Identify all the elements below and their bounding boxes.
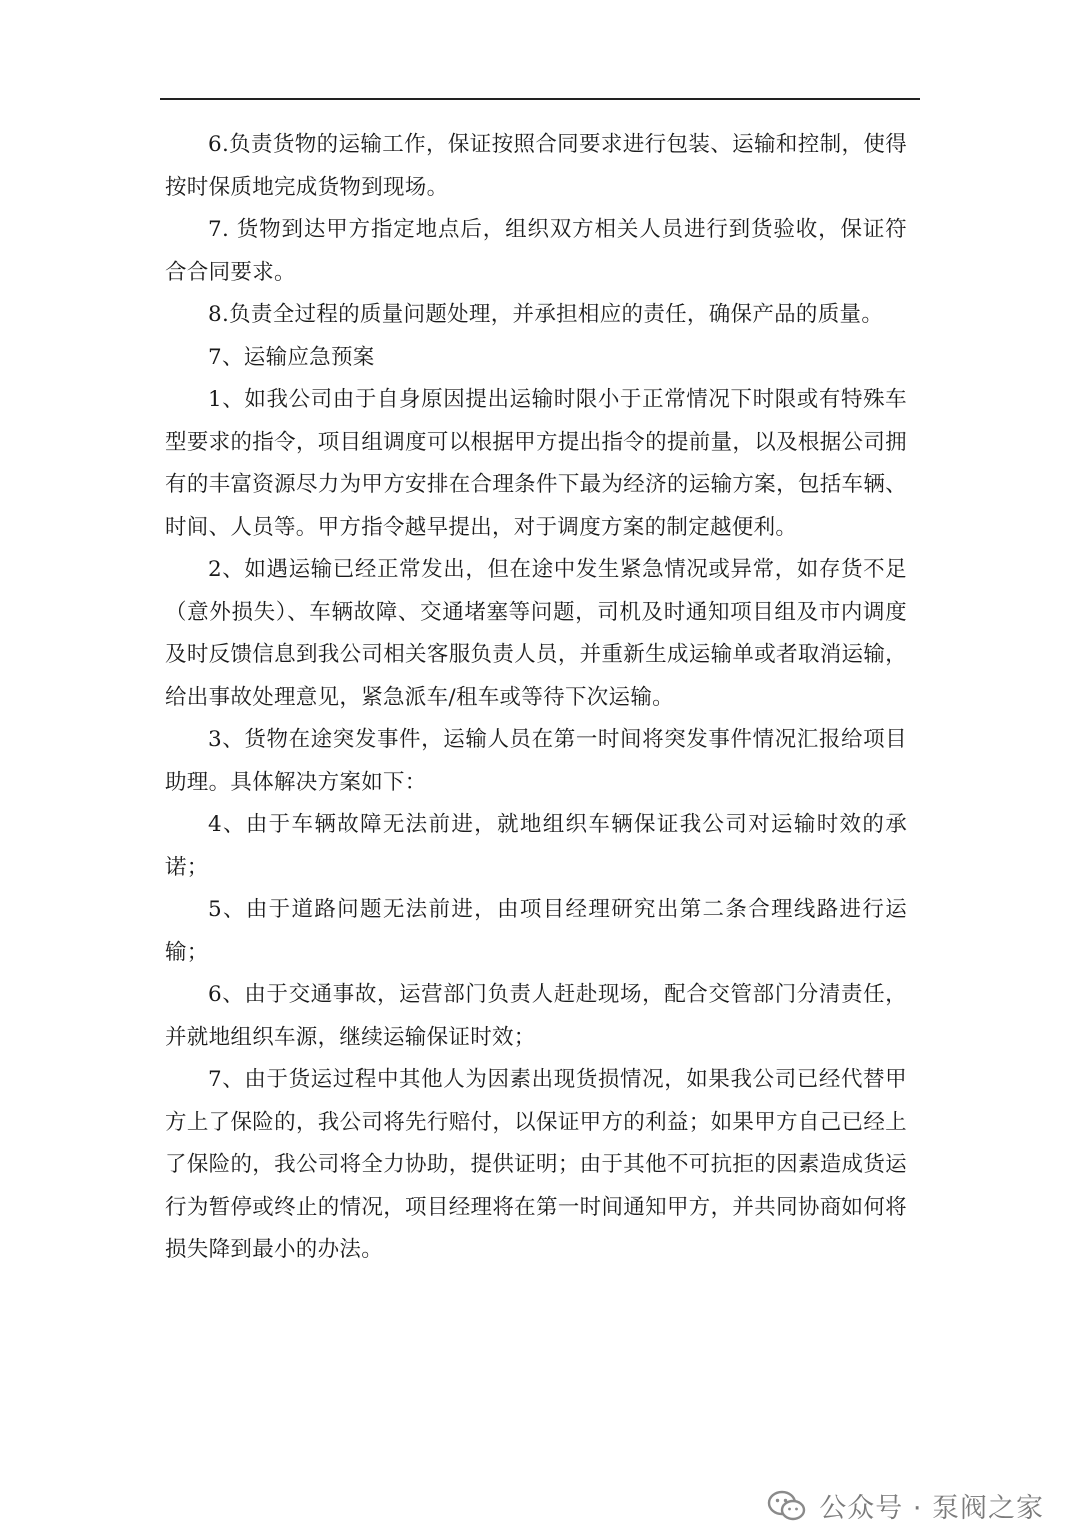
paragraph: 2、如遇运输已经正常发出，但在途中发生紧急情况或异常，如存货不足（意外损失）、车辆故障、交通堵塞等问题，司机及时通知项目组及市内调度及时反馈信息到我公司相关客服负责人员，并重新生成运输单或者取消运输，给出事故处理意见，紧急派车/租车或等待下次运输。 (165, 557, 907, 710)
paragraph: 4、由于车辆故障无法前进，就地组织车辆保证我公司对运输时效的承诺； (165, 812, 907, 880)
paragraph: 8.负责全过程的质量问题处理，并承担相应的责任，确保产品的质量。 (208, 302, 884, 327)
paragraph: 3、货物在途突发事件，运输人员在第一时间将突发事件情况汇报给项目助理。具体解决方案如下： (165, 727, 907, 795)
paragraph: 7. 货物到达甲方指定地点后，组织双方相关人员进行到货验收，保证符合合同要求。 (165, 217, 907, 285)
watermark-text: 公众号 · 泵阀之家 (819, 1493, 1044, 1524)
paragraph: 6.负责货物的运输工作，保证按照合同要求进行包装、运输和控制，使得按时保质地完成货物到现场。 (165, 132, 907, 200)
document-body (165, 124, 907, 1272)
watermark (767, 1486, 1044, 1525)
header-rule (160, 98, 920, 100)
paragraph: 6、由于交通事故，运营部门负责人赶赴现场，配合交管部门分清责任，并就地组织车源，继续运输保证时效； (165, 982, 907, 1050)
section-heading: 7、运输应急预案 (208, 344, 375, 370)
paragraph: 1、如我公司由于自身原因提出运输时限小于正常情况下时限或有特殊车型要求的指令，项目组调度可以根据甲方提出指令的提前量，以及根据公司拥有的丰富资源尽力为甲方安排在合理条件下最为经济的运输方案，包括车辆、时间、人员等。甲方指令越早提出，对于调度方案的制定越便利。 (165, 387, 907, 540)
paragraph: 7、由于货运过程中其他人为因素出现货损情况，如果我公司已经代替甲方上了保险的，我公司将先行赔付，以保证甲方的利益；如果甲方自己已经上了保险的，我公司将全力协助，提供证明；由于其他不可抗拒的因素造成货运行为暂停或终止的情况，项目经理将在第一时间通知甲方，并共同协商如何将损失降到最小的办法。 (165, 1067, 907, 1262)
wechat-icon (767, 1489, 807, 1523)
paragraph: 5、由于道路问题无法前进，由项目经理研究出第二条合理线路进行运输； (165, 897, 907, 965)
